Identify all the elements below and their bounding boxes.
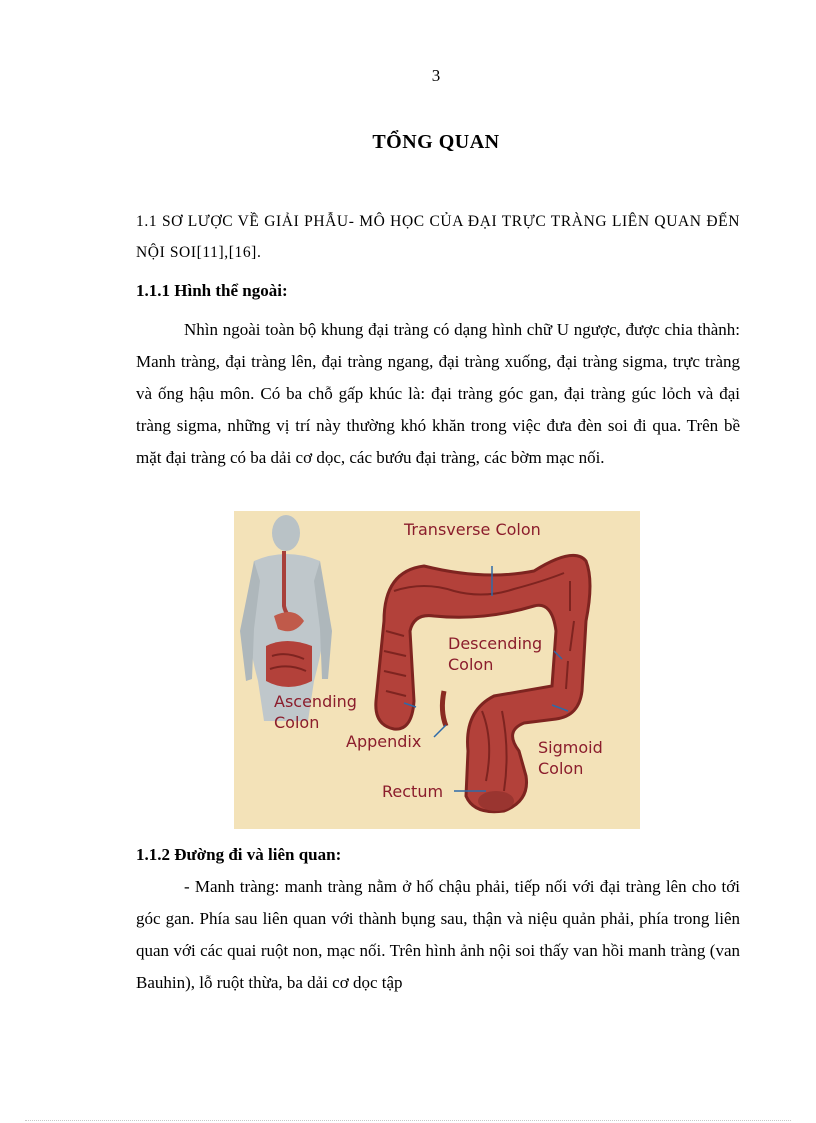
label-sigmoid-line-1: Sigmoid [538,738,603,757]
paragraph-external-shape: Nhìn ngoài toàn bộ khung đại tràng có dạng hình chữ U ngược, được chia thành: Manh tràng, đại tràng lên, đại tràng ngang, đại tràng xuống, đại tràng sigma, trực tràng và ống hậu môn. Có ba chỗ gấp khúc là: đại tràng góc gan, đại tràng gúc lỏch và đại tràng sigma, những vị trí này thường khó khăn trong việc đưa đèn soi đi qua. Trên bề mặt đại tràng có ba dải cơ dọc, các bướu đại tràng, các bờm mạc nối. [136,320,740,467]
colon-anatomy-figure [234,511,640,829]
label-ascending-colon [274,691,357,733]
label-transverse-colon: Transverse Colon [404,520,541,539]
label-sigmoid-colon [538,737,603,779]
subsection-heading-1-1-2: 1.1.2 Đường đi và liên quan: [136,845,342,864]
paragraph-course-relations: - Manh tràng: manh tràng nằm ở hố chậu phải, tiếp nối với đại tràng lên cho tới góc gan. Phía sau liên quan với thành bụng sau, thận và niệu quản phải, phía trong liên quan với các quai ruột non, mạc nối. Trên hình ảnh nội soi thấy van hồi manh tràng (van Bauhin), lỗ ruột thừa, ba dải cơ dọc tập [136,877,740,992]
label-ascending-line-1: Ascending [274,692,357,711]
label-descending-line-2: Colon [448,655,494,674]
page-title: TỔNG QUAN [372,131,500,153]
subsection-heading-1-1-1: 1.1.1 Hình thể ngoài: [136,281,288,300]
label-rectum: Rectum [382,782,444,801]
label-ascending-line-2: Colon [274,713,320,732]
label-descending-colon [448,633,542,675]
label-descending-line-1: Descending [448,634,543,653]
page-number: 3 [431,66,441,85]
label-appendix: Appendix [346,732,422,751]
section-heading: 1.1 SƠ LƯỢC VỀ GIẢI PHẪU- MÔ HỌC CỦA ĐẠI TRỰC TRÀNG LIÊN QUAN ĐẾN NỘI SOI[11],[16]. [136,213,740,261]
page-bottom-rule [25,1120,791,1121]
label-sigmoid-line-2: Colon [538,759,584,778]
